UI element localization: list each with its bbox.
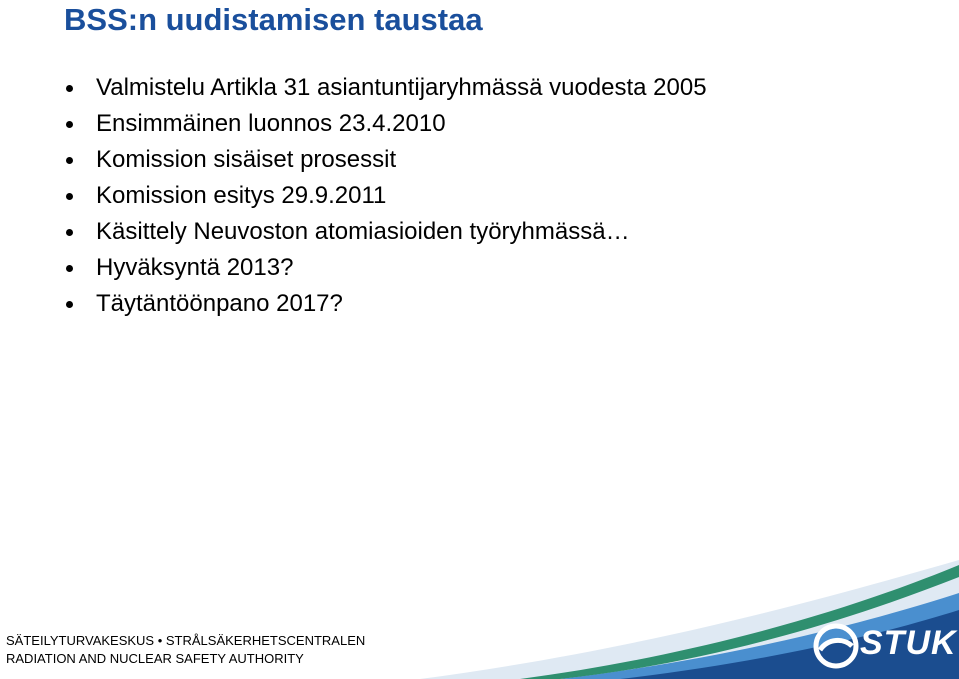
bullet-item: Käsittely Neuvoston atomiasioiden työryhmässä… xyxy=(64,214,707,250)
bullet-item: Ensimmäinen luonnos 23.4.2010 xyxy=(64,106,707,142)
footer-organization-names: SÄTEILYTURVAKESKUS • STRÅLSÄKERHETSCENTRALEN xyxy=(6,633,366,648)
bullet-item: Hyväksyntä 2013? xyxy=(64,250,707,286)
logo-text: STUK xyxy=(860,624,957,662)
bullet-item: Valmistelu Artikla 31 asiantuntijaryhmässä vuodesta 2005 xyxy=(64,70,707,106)
slide-title: BSS:n uudistamisen taustaa xyxy=(64,2,483,37)
bullet-item: Täytäntöönpano 2017? xyxy=(64,286,707,322)
bullet-item: Komission sisäiset prosessit xyxy=(64,142,707,178)
footer-organization-english: RADIATION AND NUCLEAR SAFETY AUTHORITY xyxy=(6,651,304,666)
bullet-list xyxy=(64,70,707,322)
bullet-item: Komission esitys 29.9.2011 xyxy=(64,178,707,214)
